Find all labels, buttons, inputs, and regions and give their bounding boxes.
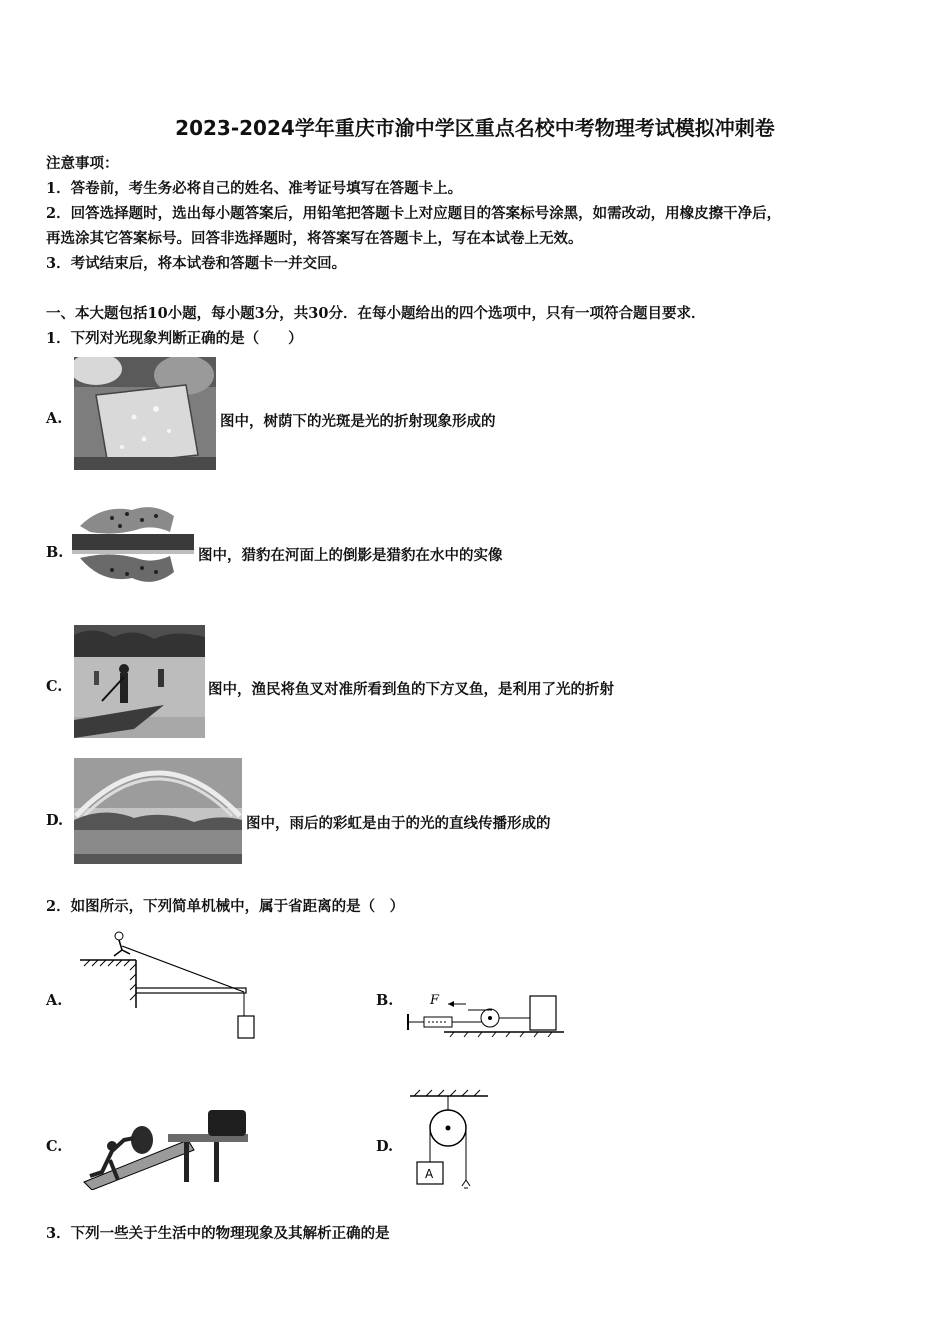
q1-option-c-letter: C. xyxy=(46,678,63,695)
q2-option-b-figure xyxy=(404,990,568,1038)
notice-heading: 注意事项： xyxy=(46,155,119,172)
q1-option-d-text: 图中，雨后的彩虹是由于的光的直线传播形成的 xyxy=(246,815,551,832)
q1-option-a-letter: A. xyxy=(46,410,63,427)
q2-option-a-letter: A. xyxy=(46,992,63,1009)
q1-option-a-image xyxy=(74,357,216,470)
q1-option-b-text: 图中，猎豹在河面上的倒影是猎豹在水中的实像 xyxy=(198,547,503,564)
q1-option-c-image xyxy=(74,625,205,738)
page-title: 2023-2024学年重庆市渝中学区重点名校中考物理考试模拟冲刺卷 xyxy=(175,116,775,140)
q2-option-d-letter: D. xyxy=(376,1138,394,1155)
q1-option-a-text: 图中，树荫下的光斑是光的折射现象形成的 xyxy=(220,413,496,430)
q3-stem: 3．下列一些关于生活中的物理现象及其解析正确的是 xyxy=(46,1225,390,1242)
q1-option-b-letter: B. xyxy=(46,544,64,561)
q1-option-b-image xyxy=(72,496,194,601)
q1-option-c-text: 图中，渔民将鱼叉对准所看到鱼的下方叉鱼，是利用了光的折射 xyxy=(208,681,614,698)
q2-stem: 2．如图所示，下列简单机械中，属于省距离的是（ ） xyxy=(46,898,405,915)
notice-item-3: 3．考试结束后，将本试卷和答题卡一并交回。 xyxy=(46,255,347,272)
q2-option-c-figure xyxy=(76,1110,248,1190)
q2-option-d-figure xyxy=(404,1088,496,1192)
q1-option-d-image xyxy=(74,758,242,864)
q1-stem: 1．下列对光现象判断正确的是（ ） xyxy=(46,330,303,347)
section-heading: 一、本大题包括10小题，每小题3分，共30分．在每小题给出的四个选项中，只有一项符合题目要求． xyxy=(46,305,706,322)
force-label: F xyxy=(430,993,440,1008)
q2-option-c-letter: C. xyxy=(46,1138,63,1155)
notice-item-2-cont: 再选涂其它答案标号。回答非选择题时，将答案写在答题卡上，写在本试卷上无效。 xyxy=(46,230,583,247)
notice-item-1: 1．答卷前，考生务必将自己的姓名、准考证号填写在答题卡上。 xyxy=(46,180,463,197)
notice-item-2: 2．回答选择题时，选出每小题答案后，用铅笔把答题卡上对应题目的答案标号涂黑，如需改动，用橡皮擦干净后， xyxy=(46,205,782,222)
q2-option-a-figure xyxy=(78,926,262,1044)
q1-option-d-letter: D. xyxy=(46,812,64,829)
q2-option-b-letter: B. xyxy=(376,992,394,1009)
block-label: A xyxy=(425,1167,434,1181)
